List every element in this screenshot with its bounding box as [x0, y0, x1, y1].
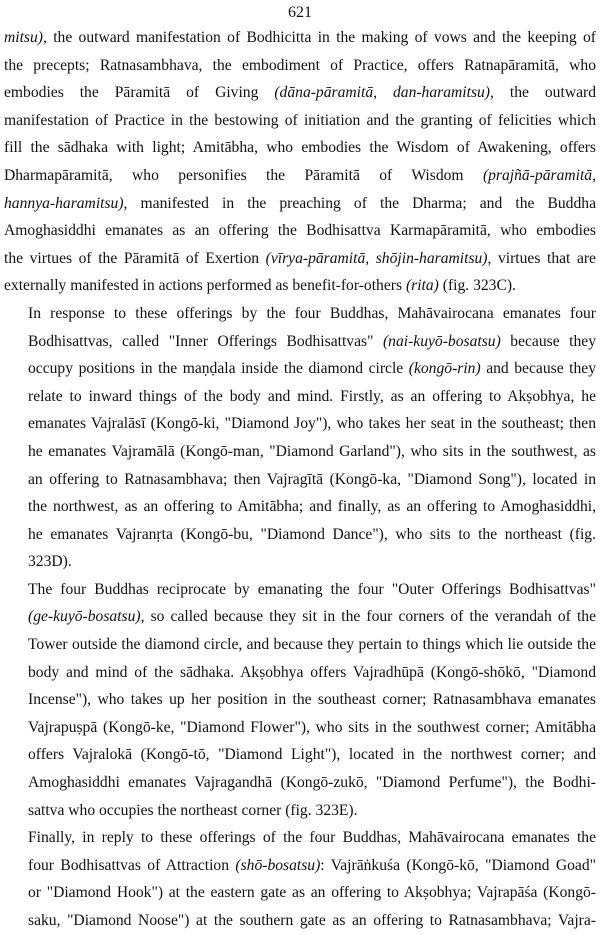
text-run: or "Diamond Hook") at the eastern gate as an offering to Akṣobhya; Vajrapāśa (Kongō- [28, 884, 596, 902]
text-run: The four Buddhas reciprocate by emanating the four "Outer Offerings Bodhisattvas" [28, 580, 596, 598]
text-run: Tower outside the diamond circle, and because they pertain to things which lie outside the [28, 636, 596, 654]
text-run: saku, "Diamond Noose") at the southern gate as an offering to Ratnasambhava; Vajra- [28, 912, 596, 929]
text-line [4, 576, 596, 604]
text-line [4, 907, 596, 935]
text-run: four Bodhisattvas of Attraction [28, 856, 236, 874]
italic-term: mitsu) [4, 29, 43, 46]
italic-term: (ge-kuyō-bosatsu) [28, 608, 141, 626]
text-line [4, 272, 596, 300]
text-run: , the outward [490, 84, 596, 102]
text-run: the precepts; Ratnasambhava, the embodiment of Practice, offers Ratnapāramitā, who [4, 56, 596, 74]
text-run: 323D). [28, 553, 72, 571]
text-run: offers Vajralokā (Kongō-tō, "Diamond Light"), located in the northwest corner; and [28, 746, 596, 764]
text-line [4, 769, 596, 797]
text-line [4, 548, 596, 576]
text-line [4, 410, 596, 438]
text-line [4, 162, 596, 190]
text-run: , virtues that are [487, 249, 596, 267]
text-run: and because they [480, 360, 597, 378]
text-run: embodies the Pāramitā of Giving [4, 84, 275, 102]
text-run: externally manifested in actions performed as benefit-for-others [4, 277, 406, 295]
text-line [4, 79, 596, 107]
text-line [4, 52, 596, 80]
italic-term: (shō-bosatsu) [235, 856, 321, 874]
text-run: , manifested in the preaching of the Dharma; and the Buddha [123, 194, 596, 212]
text-line [4, 107, 596, 135]
text-run: Incense"), who takes up her position in the southeast corner; Ratnasambhava emanates [28, 691, 596, 709]
text-line [4, 466, 596, 494]
text-line [4, 190, 596, 218]
text-line [4, 493, 596, 521]
text-line [4, 879, 596, 907]
text-line [4, 741, 596, 769]
italic-term: (kongō-rin) [408, 360, 481, 378]
italic-term: (prajñā-pāramitā, [482, 166, 596, 184]
text-run: manifestation of Practice in the bestowing of initiation and the granting of felicities which [4, 111, 596, 129]
page-number: 621 [288, 4, 312, 21]
text-run: Bodhisattvas, called "Inner Offerings Bodhisattvas" [28, 332, 383, 350]
text-line [4, 686, 596, 714]
text-run: he emanates Vajramālā (Kongō-man, "Diamond Garland"), who sits in the southwest, as [28, 442, 596, 460]
text-line [4, 328, 596, 356]
text-run: because they [500, 332, 596, 350]
text-run: the virtues of the Pāramitā of Exertion [4, 249, 266, 267]
paragraph [4, 576, 596, 824]
text-line [4, 714, 596, 742]
text-run: the northwest, as an offering to Amitābha; and finally, as an offering to Amoghasiddhi, [28, 498, 596, 516]
italic-term: (vīrya-pāramitā, shōjin-haramitsu) [265, 249, 488, 267]
text-line [4, 824, 596, 852]
text-run: Amoghasiddhi emanates Vajragandhā (Kongō-zukō, "Diamond Perfume"), the Bodhi- [28, 774, 596, 792]
text-run: body and mind of the sādhaka. Akṣobhya offers Vajradhūpā (Kongō-shōkō, "Diamond [28, 663, 596, 681]
text-line [4, 631, 596, 659]
text-run: Finally, in reply to these offerings of the four Buddhas, Mahāvairocana emanates the [28, 829, 596, 847]
text-line [4, 797, 596, 825]
text-run: , the outward manifestation of Bodhicitta in the making of vows and the keeping of [42, 29, 596, 46]
text-run: Amoghasiddhi emanates as an offering the Bodhisattva Karmapāramitā, who embodies [4, 222, 596, 240]
italic-term: hannya-haramitsu) [4, 194, 124, 212]
text-run: sattva who occupies the northeast corner (fig. 323E). [28, 801, 358, 819]
text-line [4, 355, 596, 383]
text-run: : Vajrāṅkuśa (Kongō-kō, "Diamond Goad" [320, 856, 596, 874]
text-run: Dharmapāramitā, who personifies the Pāramitā of Wisdom [4, 166, 483, 184]
text-run: (fig. 323C). [438, 277, 516, 295]
text-line [4, 134, 596, 162]
text-run: , so called because they sit in the four corners of the verandah of the [140, 608, 596, 626]
text-line [4, 24, 596, 52]
italic-term: (nai-kuyō-bosatsu) [382, 332, 501, 350]
text-run: relate to inward things of the body and mind. Firstly, as an offering to Akṣobhya, he [28, 387, 596, 405]
body-text [4, 24, 596, 935]
text-run: fill the sādhaka with light; Amitābha, who embodies the Wisdom of Awakening, offers [4, 139, 596, 157]
text-line [4, 521, 596, 549]
text-line [4, 383, 596, 411]
text-line [4, 852, 596, 880]
text-run: In response to these offerings by the four Buddhas, Mahāvairocana emanates four [28, 304, 596, 322]
paragraph [4, 24, 596, 300]
text-line [4, 438, 596, 466]
text-run: he emanates Vajranṛta (Kongō-bu, "Diamond Dance"), who sits to the northeast (fig. [28, 525, 596, 543]
paragraph [4, 300, 596, 576]
text-line [4, 659, 596, 687]
text-run: occupy positions in the maṇḍala inside the diamond circle [28, 360, 409, 378]
text-run: Vajrapuṣpā (Kongō-ke, "Diamond Flower"), who sits in the southwest corner; Amitābha [28, 718, 596, 736]
text-run: emanates Vajralāsī (Kongō-ki, "Diamond Joy"), who takes her seat in the southeast; then [28, 415, 596, 433]
text-line [4, 603, 596, 631]
italic-term: (rita) [405, 277, 439, 295]
italic-term: (dāna-pāramitā, dan-haramitsu) [274, 84, 491, 102]
text-run: an offering to Ratnasambhava; then Vajragītā (Kongō-ka, "Diamond Song"), located in [28, 470, 596, 488]
text-line [4, 300, 596, 328]
text-line [4, 245, 596, 273]
text-line [4, 217, 596, 245]
